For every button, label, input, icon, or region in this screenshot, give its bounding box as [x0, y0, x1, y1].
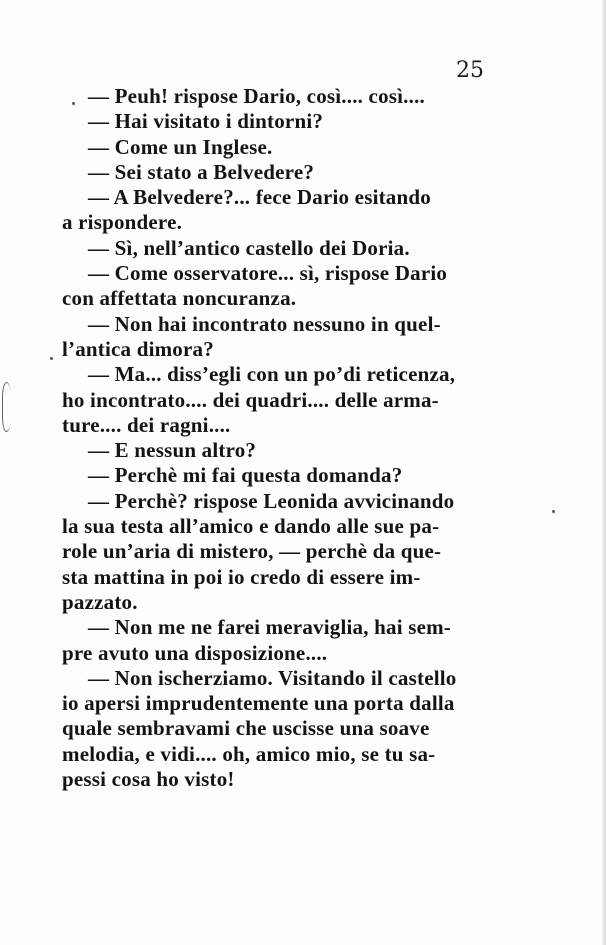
speck-mark — [50, 357, 53, 360]
text-line: — A Belvedere?... fece Dario esitando — [88, 185, 431, 210]
text-line: pessi cosa ho visto! — [62, 767, 235, 792]
text-line: — Sei stato a Belvedere? — [88, 159, 315, 184]
page-edge — [602, 0, 606, 945]
text-line: con affettata noncuranza. — [62, 286, 297, 311]
text-line: a rispondere. — [62, 210, 183, 235]
speck-mark — [552, 510, 555, 513]
binding-mark — [2, 382, 11, 432]
text-line: l’antica dimora? — [62, 336, 214, 361]
text-line: — Sì, nell’antico castello dei Doria. — [88, 235, 410, 260]
speck-mark — [72, 102, 75, 105]
text-line: — Non ischerziamo. Visitando il castello — [88, 665, 457, 690]
text-line: la sua testa all’amico e dando alle sue pa- — [62, 514, 440, 539]
body-text — [62, 84, 486, 792]
text-line: sta mattina in poi io credo di essere im- — [62, 564, 421, 589]
text-line: ho incontrato.... dei quadri.... delle arma- — [62, 387, 439, 412]
text-line: io apersi imprudentemente una porta dalla — [62, 691, 455, 716]
text-line: — Ma... diss’egli con un po’di reticenza, — [88, 362, 456, 387]
text-line: — Hai visitato i dintorni? — [88, 109, 324, 134]
text-line: — Perchè? rispose Leonida avvicinando — [88, 488, 455, 513]
text-line: melodia, e vidi.... oh, amico mio, se tu sa- — [62, 741, 436, 766]
text-line: — Non me ne farei meraviglia, hai sem- — [88, 615, 451, 640]
text-line: pazzato. — [62, 589, 138, 614]
page-number: 25 — [456, 58, 484, 83]
text-line: — Come un Inglese. — [88, 134, 273, 159]
text-line: — E nessun altro? — [88, 438, 257, 463]
text-line: role un’aria di mistero, — perchè da que- — [62, 539, 442, 564]
text-line: ture.... dei ragni.... — [62, 412, 231, 437]
text-line: — Peuh! rispose Dario, così.... così.... — [88, 84, 425, 108]
text-line: quale sembravami che uscisse una soave — [62, 716, 430, 741]
text-line: — Come osservatore... sì, rispose Dario — [88, 261, 448, 286]
text-line: — Non hai incontrato nessuno in quel- — [88, 311, 441, 336]
text-line: pre avuto una disposizione.... — [62, 640, 328, 665]
text-line: — Perchè mi fai questa domanda? — [88, 463, 403, 488]
